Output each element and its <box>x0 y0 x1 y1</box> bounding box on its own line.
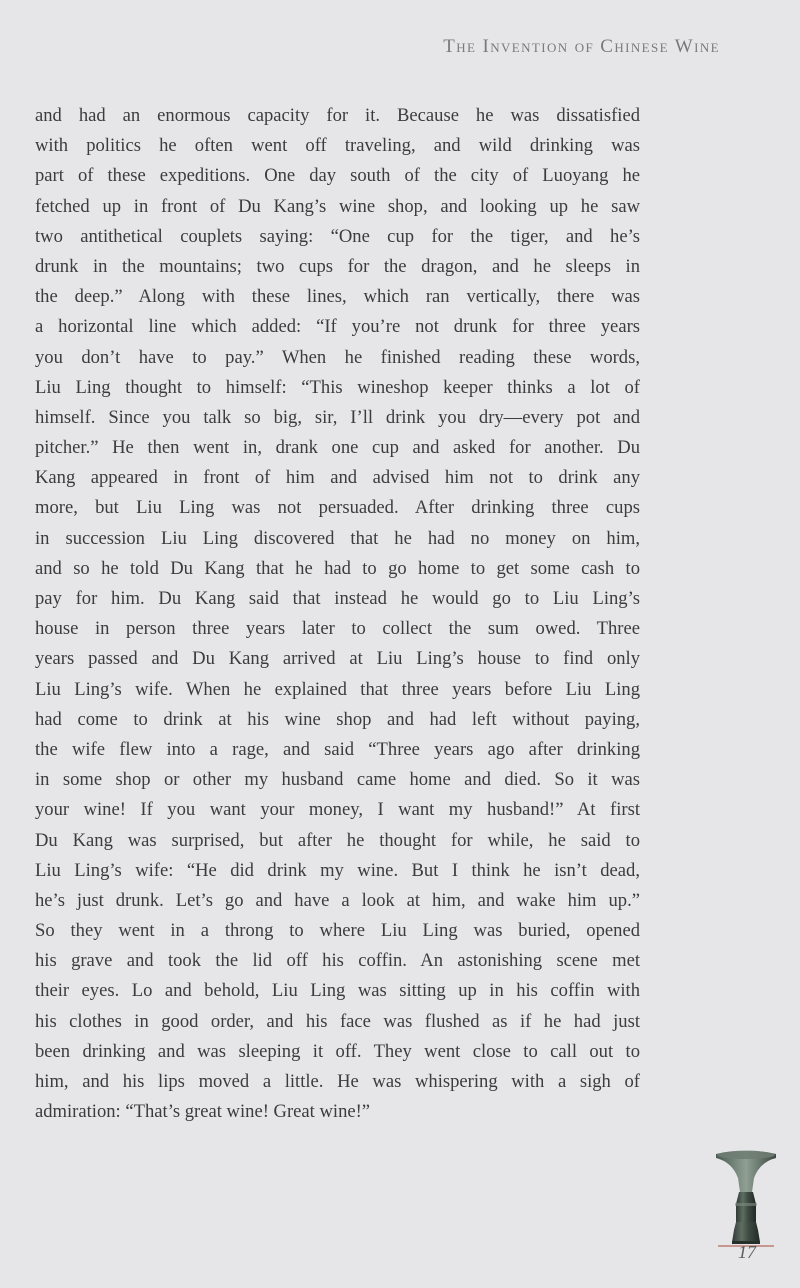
text-line: him, and his lips moved a little. He was whispering with a sigh of <box>35 1071 640 1092</box>
text-line: Liu Ling’s wife. When he explained that three years before Liu Ling <box>35 678 640 700</box>
text-line: his grave and took the lid off his coffin. An astonishing scene met <box>35 950 640 972</box>
text-line: been drinking and was sleeping it off. They went close to call out to <box>35 1040 640 1062</box>
running-header: The Invention of Chinese Wine <box>443 36 720 57</box>
page-number: 17 <box>738 1242 756 1262</box>
text-line: Liu Ling’s wife: “He did drink my wine. But I think he isn’t dead, <box>35 859 640 881</box>
text-line: Kang appeared in front of him and advised him not to drink any <box>35 467 640 489</box>
bronze-wine-vessel-icon <box>714 1148 778 1248</box>
text-line: in some shop or other my husband came home and died. So it was <box>35 769 640 791</box>
text-line: the wife flew into a rage, and said “Three years ago after drinking <box>35 738 640 760</box>
text-line: with politics he often went off traveling, and wild drinking was <box>35 135 640 157</box>
text-line: two antithetical couplets saying: “One cup for the tiger, and he’s <box>35 225 640 247</box>
text-line: his clothes in good order, and his face was flushed as if he had just <box>35 1010 640 1032</box>
text-line: had come to drink at his wine shop and had left without paying, <box>35 708 640 730</box>
text-line: your wine! If you want your money, I want my husband!” At first <box>35 799 640 821</box>
text-line: more, but Liu Ling was not persuaded. After drinking three cups <box>35 497 640 519</box>
text-line: himself. Since you talk so big, sir, I’ll drink you dry—every pot and <box>35 406 640 428</box>
text-line: pitcher.” He then went in, drank one cup and asked for another. Du <box>35 437 640 459</box>
text-line: the deep.” Along with these lines, which ran vertically, there was <box>35 286 640 308</box>
text-line: admiration: “That’s great wine! Great wine!” <box>35 1101 371 1123</box>
text-line: you don’t have to pay.” When he finished reading these words, <box>35 346 640 368</box>
text-line: and had an enormous capacity for it. Because he was dissatisfied <box>35 105 640 126</box>
text-line: in succession Liu Ling discovered that he had no money on him, <box>35 527 640 549</box>
text-line: Du Kang was surprised, but after he thought for while, he said to <box>35 829 640 851</box>
text-line: their eyes. Lo and behold, Liu Ling was sitting up in his coffin with <box>35 980 640 1002</box>
text-line: he’s just drunk. Let’s go and have a look at him, and wake him up.” <box>35 889 640 911</box>
text-line: years passed and Du Kang arrived at Liu Ling’s house to find only <box>35 648 640 670</box>
text-line: Liu Ling thought to himself: “This wineshop keeper thinks a lot of <box>35 376 640 398</box>
text-line: fetched up in front of Du Kang’s wine shop, and looking up he saw <box>35 195 640 217</box>
text-line: drunk in the mountains; two cups for the dragon, and he sleeps in <box>35 255 640 277</box>
text-line: and so he told Du Kang that he had to go home to get some cash to <box>35 557 640 579</box>
text-line: a horizontal line which added: “If you’re not drunk for three years <box>35 316 640 338</box>
body-text <box>35 101 640 1127</box>
text-line: part of these expeditions. One day south of the city of Luoyang he <box>35 165 640 187</box>
text-line: house in person three years later to collect the sum owed. Three <box>35 618 640 640</box>
text-line: pay for him. Du Kang said that instead he would go to Liu Ling’s <box>35 588 640 609</box>
text-line: So they went in a throng to where Liu Ling was buried, opened <box>35 920 640 942</box>
